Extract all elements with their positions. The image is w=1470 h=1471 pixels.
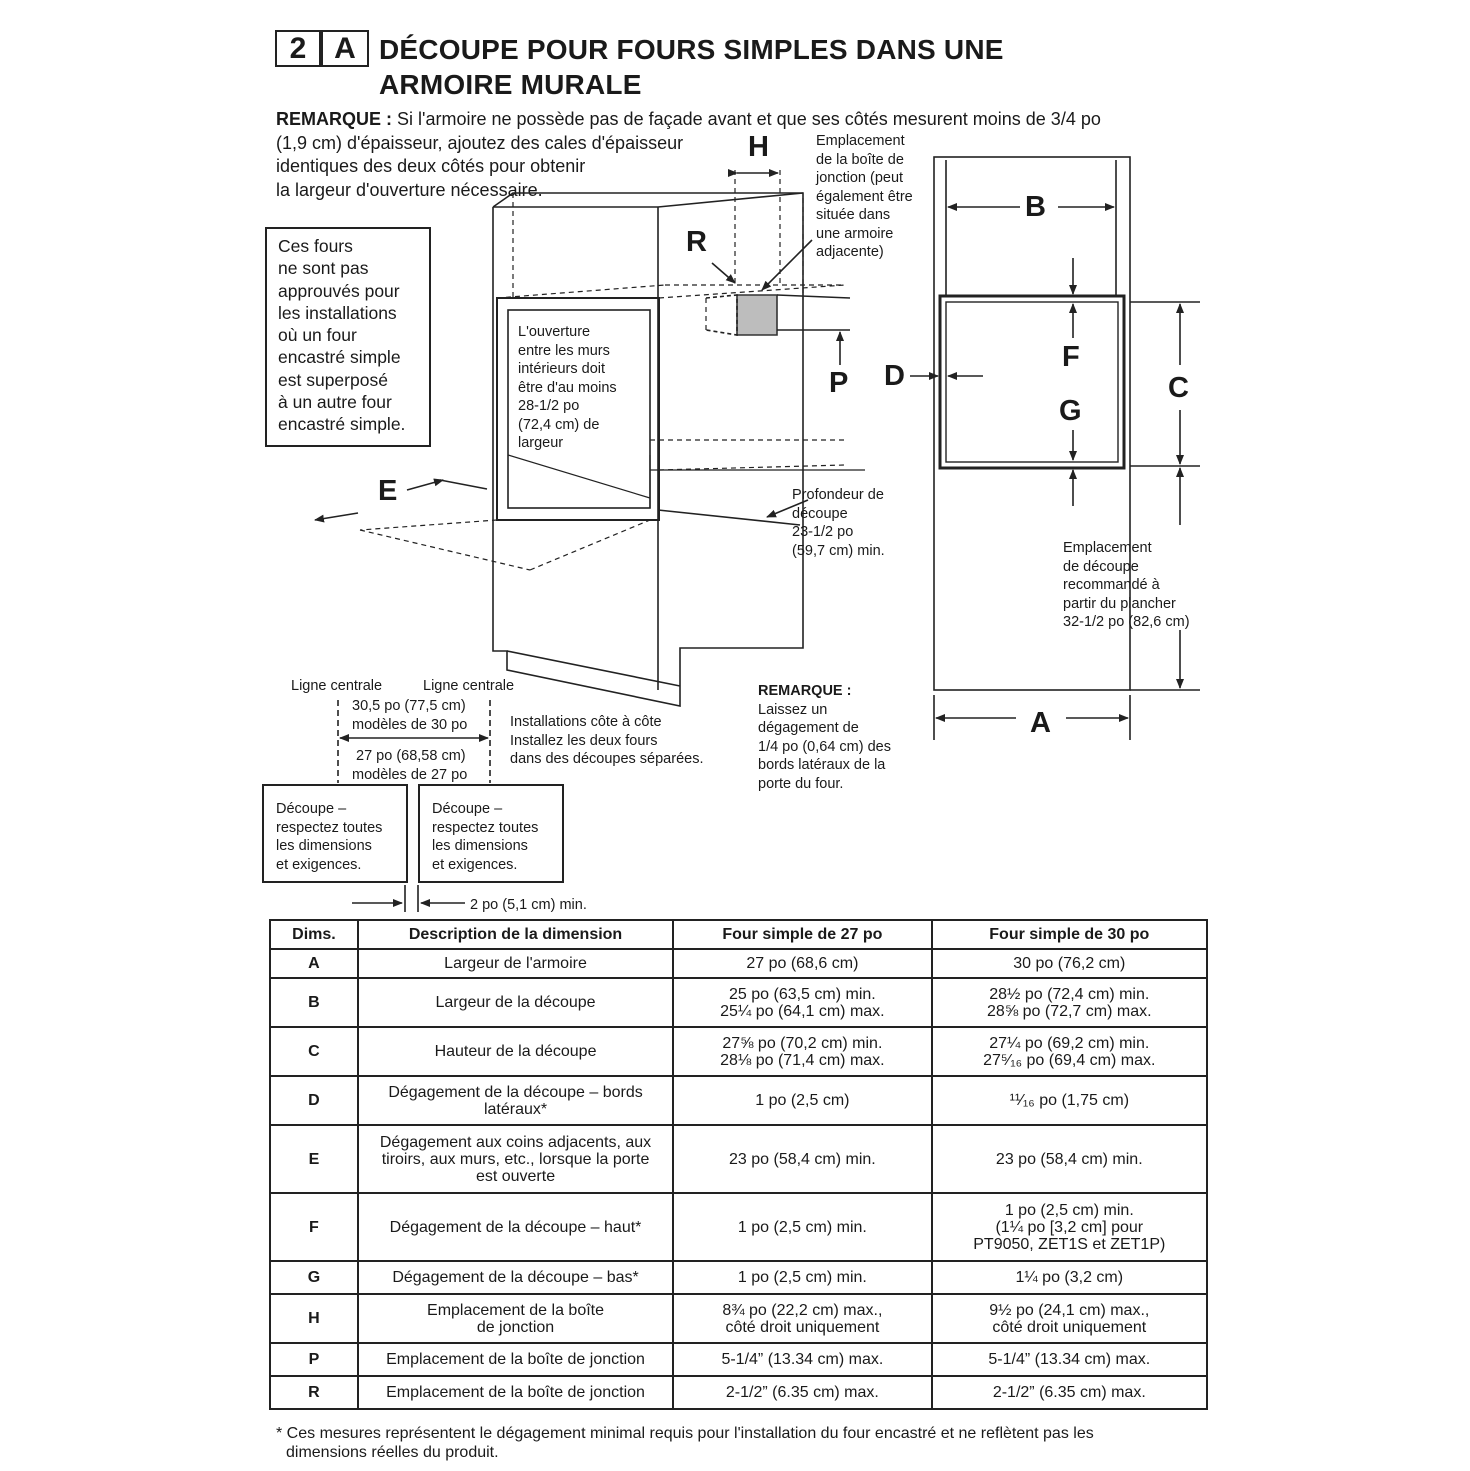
centerline-right-label: Ligne centrale [423,678,515,694]
value-27-cell [673,1294,931,1343]
label-P: P [829,367,849,399]
value-27-cell [673,978,931,1027]
cell-line: Largeur de l'armoire [444,955,587,972]
cell-line: de jonction [476,1318,555,1336]
cell-line: 25¼ po (64,1 cm) max. [720,1002,885,1020]
cell-line: 1 po (2,5 cm) min. [1004,1201,1134,1219]
description-cell [358,1294,673,1343]
cutout-front-view [940,296,1124,468]
value-30-cell [932,1027,1207,1076]
description-cell [358,1027,673,1076]
value-30-cell [932,1376,1207,1409]
cell-line: 27¼ po (69,2 cm) min. [989,1034,1150,1052]
cutout-depth-note: Profondeur de découpe 23-1/2 po (59,7 cm) min. [792,487,885,559]
table-row [270,949,1207,978]
cell-line: Emplacement de la boîte [427,1301,605,1319]
cell-line: 5-1/4” (13.34 cm) max. [721,1351,884,1368]
cell-line: 28½ po (72,4 cm) min. [989,985,1150,1003]
floor-location-note: Emplacement de découpe recommandé à partir du plancher 32-1/2 po (82,6 cm) [1063,540,1190,630]
value-27-cell [673,1125,931,1193]
header-description: Description de la dimension [358,920,673,949]
cell-line: Dégagement de la découpe – bas* [392,1269,639,1286]
cell-line: latéraux* [483,1100,548,1118]
dim-cell: C [270,1027,358,1076]
step-number-badge: 2 [275,30,321,67]
value-30-cell [932,1076,1207,1125]
cell-line: Emplacement de la boîte de jonction [386,1384,645,1401]
value-30-cell [932,1193,1207,1261]
cell-line: 27 po (68,6 cm) [746,955,859,972]
label-R: R [686,226,707,258]
cell-line: côté droit uniquement [992,1318,1147,1336]
dim-cell: R [270,1376,358,1409]
cell-line: 1¼ po (3,2 cm) [1015,1269,1124,1286]
cell-line: 9½ po (24,1 cm) max., [989,1301,1150,1319]
step-letter-badge: A [321,30,369,67]
cell-line: 8¾ po (22,2 cm) max., [722,1301,883,1319]
cell-line: est ouverte [475,1167,556,1185]
spacing-30-label: 30,5 po (77,5 cm) modèles de 30 po [352,698,468,733]
cell-line: 25 po (63,5 cm) min. [729,985,876,1003]
cell-line: 1 po (2,5 cm) [755,1092,850,1109]
door-clearance-note: REMARQUE : Laissez un dégagement de 1/4 po (0,64 cm) des bords latéraux de la porte du four. [758,683,891,792]
page-title: DÉCOUPE POUR FOURS SIMPLES DANS UNE ARMOIRE MURALE [379,34,1004,100]
table-row [270,1193,1207,1261]
side-by-side-note: Installations côte à côte Installez les deux fours dans des découpes séparées. [510,714,704,767]
value-30-cell [932,1125,1207,1193]
description-cell [358,1376,673,1409]
label-F: F [1062,341,1080,373]
table-row [270,978,1207,1027]
table-row [270,1125,1207,1193]
description-cell [358,949,673,978]
value-27-cell [673,1261,931,1294]
cell-line: 5-1/4” (13.34 cm) max. [988,1351,1151,1368]
table-row [270,1076,1207,1125]
dim-cell: P [270,1343,358,1376]
cutout-box-left: Découpe – respectez toutes les dimensions et exigences. [262,784,408,883]
cell-line: 30 po (76,2 cm) [1013,955,1126,972]
value-27-cell [673,1027,931,1076]
value-30-cell [932,978,1207,1027]
dim-cell: F [270,1193,358,1261]
dimensions-table [269,919,1208,1410]
description-cell [358,978,673,1027]
label-D: D [884,360,905,392]
description-cell [358,1076,673,1125]
dim-cell: H [270,1294,358,1343]
dim-cell: B [270,978,358,1027]
cell-line: Emplacement de la boîte de jonction [386,1351,645,1368]
cell-line: 1 po (2,5 cm) min. [737,1218,867,1236]
cell-line: 2-1/2” (6.35 cm) max. [725,1384,879,1401]
cell-line: 27⅝ po (70,2 cm) min. [722,1034,883,1052]
cabinet-note: REMARQUE : Si l'armoire ne possède pas de façade avant et que ses côtés mesurent moins de 3/4 po (1,9 cm) d'épaisseur, ajoutez des cales d'épaisseur identiques des deux côtés pour obtenir la largeur d'ouverture nécessaire. [276,109,1101,200]
value-27-cell [673,1076,931,1125]
dim-cell: G [270,1261,358,1294]
label-C: C [1168,372,1189,404]
table-row [270,1343,1207,1376]
dim-cell: A [270,949,358,978]
cell-line: 23 po (58,4 cm) min. [995,1150,1143,1168]
value-27-cell [673,1193,931,1261]
cell-line: Largeur de la découpe [435,994,596,1011]
opening-width-note: L'ouverture entre les murs intérieurs doit être d'au moins 28-1/2 po (72,4 cm) de largeur [518,324,617,451]
value-30-cell [932,1261,1207,1294]
cell-line: Dégagement aux coins adjacents, aux [379,1133,652,1151]
value-27-cell [673,949,931,978]
junction-box [737,295,777,335]
spacing-27-label: 27 po (68,58 cm) modèles de 27 po [352,748,468,783]
description-cell [358,1125,673,1193]
cell-line: ¹¹⁄₁₆ po (1,75 cm) [1009,1092,1130,1109]
cell-line: 2-1/2” (6.35 cm) max. [992,1384,1146,1401]
label-H: H [748,131,769,163]
cell-line: tiroirs, aux murs, etc., lorsque la porte [381,1150,650,1168]
cutout-box-right: Découpe – respectez toutes les dimensions et exigences. [418,784,564,883]
description-cell [358,1193,673,1261]
cell-line: 28⅝ po (72,7 cm) max. [987,1002,1152,1020]
gap-label: 2 po (5,1 cm) min. [470,897,587,913]
label-B: B [1025,191,1046,223]
cell-line: PT9050, ZET1S et ZET1P) [973,1235,1166,1253]
cell-line: 28⅛ po (71,4 cm) max. [720,1051,885,1069]
junction-box-note: Emplacement de la boîte de jonction (peut également être située dans une armoire adjacente) [816,133,913,260]
label-G: G [1059,395,1082,427]
header-30: Four simple de 30 po [932,920,1207,949]
value-27-cell [673,1376,931,1409]
value-27-cell [673,1343,931,1376]
stacking-warning-box: Ces fours ne sont pas approuvés pour les installations où un four encastré simple est superposé à un autre four encastré simple. [265,227,431,447]
label-A: A [1030,707,1051,739]
value-30-cell [932,1343,1207,1376]
cell-line: 1 po (2,5 cm) min. [737,1269,867,1286]
table-row [270,1376,1207,1409]
cell-line: (1¼ po [3,2 cm] pour [995,1218,1144,1236]
centerline-left-label: Ligne centrale [291,678,383,694]
cell-line: côté droit uniquement [725,1318,880,1336]
dim-cell: E [270,1125,358,1193]
footnote: * Ces mesures représentent le dégagement minimal requis pour l'installation du four encastré et ne reflètent pas les dimensions réelles du produit. [276,1425,1094,1461]
cell-line: 27⁵⁄₁₆ po (69,4 cm) max. [983,1051,1156,1069]
table-row [270,1027,1207,1076]
value-30-cell [932,1294,1207,1343]
label-E: E [378,475,398,507]
table-row [270,1294,1207,1343]
description-cell [358,1343,673,1376]
cell-line: 23 po (58,4 cm) min. [729,1150,876,1168]
cell-line: Dégagement de la découpe – bords [388,1083,643,1101]
header-27: Four simple de 27 po [673,920,931,949]
dim-cell: D [270,1076,358,1125]
cell-line: Dégagement de la découpe – haut* [389,1218,642,1236]
value-30-cell [932,949,1207,978]
description-cell [358,1261,673,1294]
cell-line: Hauteur de la découpe [434,1043,597,1060]
header-dims: Dims. [270,920,358,949]
table-row [270,1261,1207,1294]
table-header-row [270,920,1207,949]
